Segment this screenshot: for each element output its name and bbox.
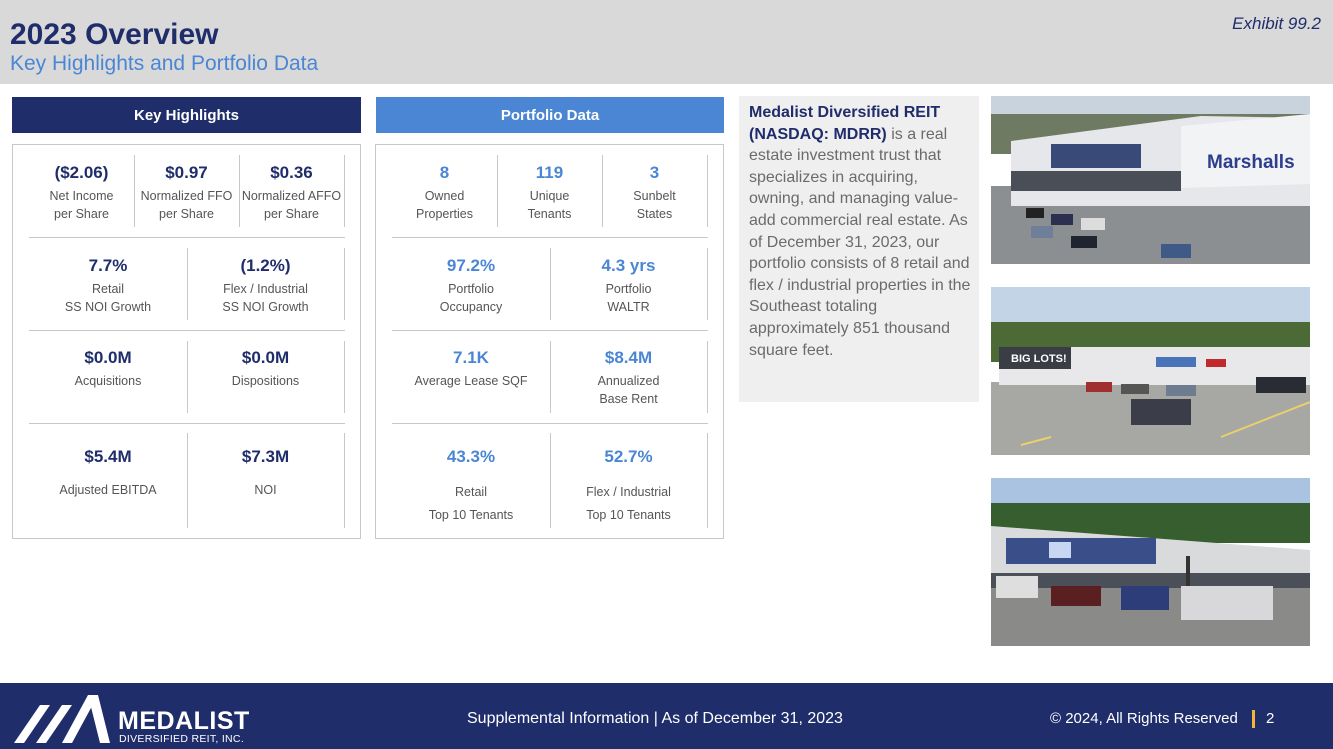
metric-label: Sunbelt States: [633, 189, 676, 221]
metric-value: 7.1K: [453, 348, 489, 367]
metric-label: Retail Top 10 Tenants: [428, 485, 514, 522]
metric-value: 52.7%: [604, 447, 653, 466]
metric-adjusted-ebitda: [29, 447, 187, 499]
divider: [707, 155, 708, 227]
footer-info: [467, 710, 843, 728]
metric-retail-ss-noi: [29, 256, 187, 316]
company-description: [739, 96, 979, 402]
page-subtitle: Key Highlights and Portfolio Data: [10, 52, 319, 75]
store-sign: Marshalls: [1207, 152, 1295, 173]
divider: [707, 433, 708, 528]
key-highlights-heading: Key Highlights: [12, 97, 361, 133]
divider: [392, 423, 708, 424]
metric-label: Owned Properties: [416, 189, 473, 221]
header-band: [0, 0, 1333, 84]
metric-average-lease-sqf: [392, 348, 550, 390]
metric-dispositions: [187, 348, 344, 390]
metric-value: $5.4M: [84, 447, 132, 466]
page-number: 2: [1266, 710, 1275, 727]
metric-value: $0.36: [270, 163, 313, 182]
metric-label: Dispositions: [231, 374, 300, 388]
metric-label: Net Income per Share: [49, 189, 114, 221]
metric-portfolio-occupancy: [392, 256, 550, 316]
medalist-logo-icon: [14, 693, 114, 743]
metric-label: Average Lease SQF: [414, 374, 528, 388]
portfolio-data-panel: [375, 144, 724, 539]
footer-info-rest: Information | As of December 31, 2023: [564, 710, 843, 727]
metric-label: Adjusted EBITDA: [59, 483, 157, 497]
property-photo-marshalls: [991, 96, 1310, 264]
metric-retail-top10: [392, 447, 550, 527]
metric-value: 8: [439, 163, 450, 182]
store-sign: BIG LOTS!: [1011, 353, 1067, 365]
metric-label: Normalized FFO per Share: [140, 189, 233, 221]
company-name: Medalist Diversified REIT (NASDAQ: MDRR): [749, 104, 941, 143]
metric-value: $0.0M: [84, 348, 132, 367]
metric-label: Portfolio Occupancy: [439, 282, 503, 314]
divider: [344, 433, 345, 528]
copyright: © 2024, All Rights Reserved: [1050, 710, 1238, 727]
divider: [29, 330, 345, 331]
divider: [392, 330, 708, 331]
metric-unique-tenants: [497, 163, 602, 223]
divider: [707, 341, 708, 413]
footer-band: [0, 683, 1333, 749]
divider: [392, 237, 708, 238]
metric-flex-ss-noi: [187, 256, 344, 316]
metric-label: Retail SS NOI Growth: [64, 282, 152, 314]
shopping-center-image: [991, 287, 1310, 455]
metric-value: 3: [649, 163, 660, 182]
metric-value: ($2.06): [54, 163, 109, 182]
metric-noi: [187, 447, 344, 499]
divider: [344, 155, 345, 227]
footer-info-bold: Supplemental: [467, 710, 565, 727]
shopping-center-image: [991, 478, 1310, 646]
metric-label: Annualized Base Rent: [597, 374, 660, 406]
metric-sunbelt-states: [602, 163, 707, 223]
metric-value: $8.4M: [604, 348, 653, 367]
metric-value: 119: [535, 163, 564, 182]
property-photo-plaza: [991, 478, 1310, 646]
metric-acquisitions: [29, 348, 187, 390]
metric-normalized-affo: [239, 163, 344, 223]
property-photo-biglots: [991, 287, 1310, 455]
divider: [344, 248, 345, 320]
metric-label: Unique Tenants: [527, 189, 572, 221]
logo-wordmark: MEDALIST: [118, 707, 250, 735]
metric-portfolio-waltr: [550, 256, 707, 316]
divider: [344, 341, 345, 413]
metric-label: NOI: [254, 483, 277, 497]
exhibit-label: Exhibit 99.2: [1232, 14, 1321, 33]
metric-flex-top10: [550, 447, 707, 527]
metric-value: 7.7%: [88, 256, 128, 275]
metric-value: (1.2%): [240, 256, 291, 275]
logo-subtext: DIVERSIFIED REIT, INC.: [119, 733, 245, 745]
description-body: is a real estate investment trust that specializes in acquiring, owning, and managing value-add commercial real estate. As of December 31, 2023, our portfolio consists of 8 retail and flex / industrial properties in the Southeast totaling approximately 851 thousand square feet.: [749, 125, 971, 359]
metric-label: Flex / Industrial Top 10 Tenants: [586, 485, 671, 522]
metric-value: 4.3 yrs: [601, 256, 656, 275]
shopping-center-image: [991, 96, 1310, 264]
divider: [707, 248, 708, 320]
key-highlights-panel: [12, 144, 361, 539]
portfolio-data-heading: Portfolio Data: [376, 97, 724, 133]
metric-value: $0.97: [165, 163, 208, 182]
metric-value: $0.0M: [241, 348, 290, 367]
page-title: 2023 Overview: [10, 18, 219, 51]
metric-value: $7.3M: [241, 447, 290, 466]
metric-label: Normalized AFFO per Share: [241, 189, 342, 221]
metric-annualized-base-rent: [550, 348, 707, 408]
metric-label: Portfolio WALTR: [605, 282, 652, 314]
metric-value: 43.3%: [446, 447, 496, 466]
divider: [29, 423, 345, 424]
metric-normalized-ffo: [134, 163, 239, 223]
metric-label: Acquisitions: [74, 374, 142, 388]
metric-label: Flex / Industrial SS NOI Growth: [222, 282, 309, 314]
metric-value: 97.2%: [446, 256, 496, 275]
metric-net-income: [29, 163, 134, 223]
metric-owned-properties: [392, 163, 497, 223]
divider: [29, 237, 345, 238]
footer-separator: [1252, 710, 1255, 728]
